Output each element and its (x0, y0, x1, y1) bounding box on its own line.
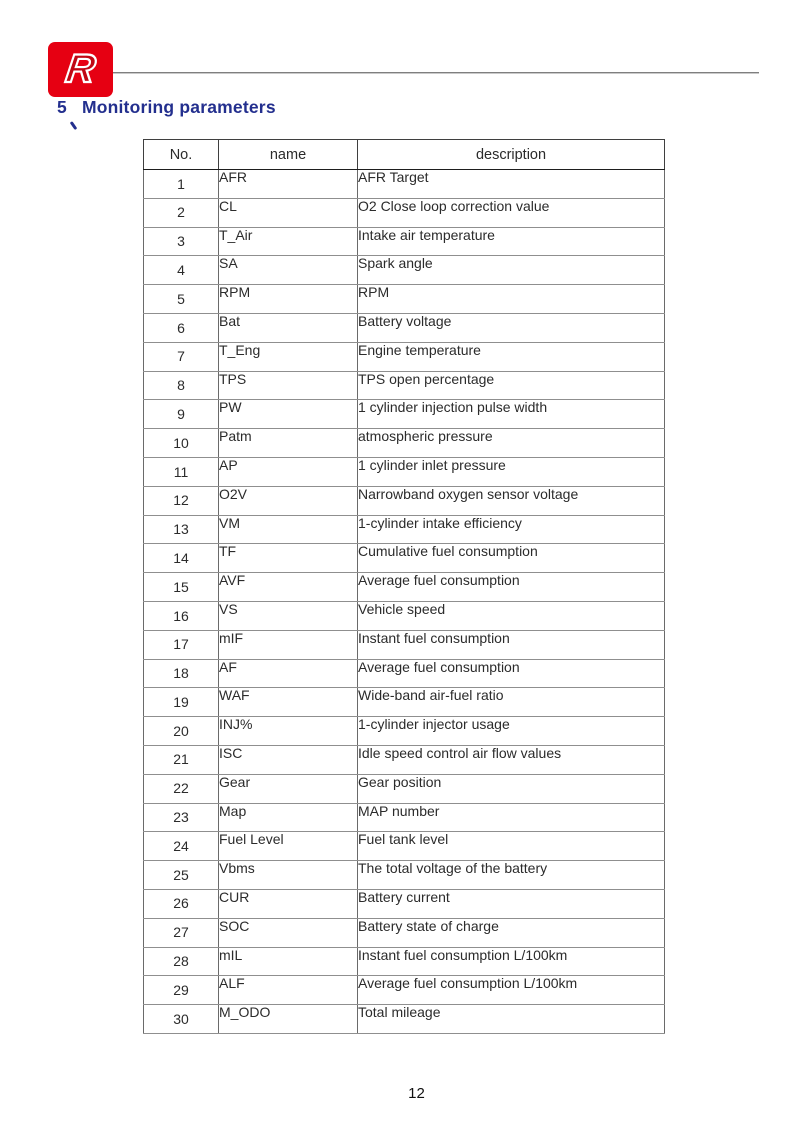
row-number-cell: 11 (144, 457, 219, 486)
table-row (144, 573, 665, 602)
row-number-cell: 18 (144, 659, 219, 688)
param-description-cell: AFR Target (358, 170, 665, 199)
table-row (144, 285, 665, 314)
table-row (144, 313, 665, 342)
param-description-cell: Average fuel consumption L/100km (358, 976, 665, 1005)
table-row (144, 774, 665, 803)
table-row (144, 170, 665, 199)
row-number-cell: 15 (144, 573, 219, 602)
param-name-cell: mIL (219, 947, 358, 976)
param-name-cell: ALF (219, 976, 358, 1005)
row-number-cell: 29 (144, 976, 219, 1005)
param-description-cell: Idle speed control air flow values (358, 745, 665, 774)
param-name-cell: O2V (219, 486, 358, 515)
table-row (144, 457, 665, 486)
param-description-cell: Vehicle speed (358, 601, 665, 630)
param-name-cell: AVF (219, 573, 358, 602)
row-number-cell: 12 (144, 486, 219, 515)
param-name-cell: SA (219, 256, 358, 285)
param-name-cell: AP (219, 457, 358, 486)
table-row (144, 688, 665, 717)
row-number-cell: 30 (144, 1005, 219, 1034)
row-number-cell: 4 (144, 256, 219, 285)
table-row (144, 803, 665, 832)
row-number-cell: 28 (144, 947, 219, 976)
table-row (144, 371, 665, 400)
param-description-cell: MAP number (358, 803, 665, 832)
param-name-cell: T_Air (219, 227, 358, 256)
table-row (144, 342, 665, 371)
param-name-cell: CUR (219, 889, 358, 918)
table-header-row (144, 140, 665, 170)
table-row (144, 227, 665, 256)
column-header-description: description (358, 140, 665, 170)
row-number-cell: 1 (144, 170, 219, 199)
table-row (144, 544, 665, 573)
param-name-cell: TF (219, 544, 358, 573)
section-heading-title: Monitoring parameters (81, 97, 276, 117)
brand-logo (48, 42, 113, 97)
table-row (144, 918, 665, 947)
param-description-cell: Instant fuel consumption L/100km (358, 947, 665, 976)
table-row (144, 717, 665, 746)
row-number-cell: 3 (144, 227, 219, 256)
row-number-cell: 27 (144, 918, 219, 947)
param-description-cell: Gear position (358, 774, 665, 803)
brand-logo-letter-icon: R (63, 46, 99, 91)
param-description-cell: Battery current (358, 889, 665, 918)
param-description-cell: O2 Close loop correction value (358, 198, 665, 227)
row-number-cell: 25 (144, 861, 219, 890)
param-description-cell: The total voltage of the battery (358, 861, 665, 890)
table-row (144, 947, 665, 976)
row-number-cell: 19 (144, 688, 219, 717)
row-number-cell: 10 (144, 429, 219, 458)
table-body (144, 170, 665, 1034)
table-row (144, 861, 665, 890)
param-description-cell: Cumulative fuel consumption (358, 544, 665, 573)
param-name-cell: Patm (219, 429, 358, 458)
row-number-cell: 2 (144, 198, 219, 227)
param-description-cell: Average fuel consumption (358, 659, 665, 688)
row-number-cell: 13 (144, 515, 219, 544)
param-description-cell: Intake air temperature (358, 227, 665, 256)
param-name-cell: INJ% (219, 717, 358, 746)
param-name-cell: CL (219, 198, 358, 227)
table-row (144, 630, 665, 659)
row-number-cell: 5 (144, 285, 219, 314)
table-row (144, 486, 665, 515)
param-description-cell: Fuel tank level (358, 832, 665, 861)
section-heading (57, 97, 276, 118)
row-number-cell: 7 (144, 342, 219, 371)
param-description-cell: Battery state of charge (358, 918, 665, 947)
row-number-cell: 26 (144, 889, 219, 918)
param-name-cell: VM (219, 515, 358, 544)
table-row (144, 198, 665, 227)
header-divider-line (111, 72, 759, 74)
param-description-cell: Engine temperature (358, 342, 665, 371)
row-number-cell: 6 (144, 313, 219, 342)
param-name-cell: T_Eng (219, 342, 358, 371)
param-name-cell: ISC (219, 745, 358, 774)
param-name-cell: RPM (219, 285, 358, 314)
param-name-cell: WAF (219, 688, 358, 717)
column-header-name: name (219, 140, 358, 170)
param-name-cell: AF (219, 659, 358, 688)
parameters-table (143, 139, 665, 1034)
param-description-cell: 1 cylinder injection pulse width (358, 400, 665, 429)
param-description-cell: 1-cylinder intake efficiency (358, 515, 665, 544)
row-number-cell: 14 (144, 544, 219, 573)
row-number-cell: 22 (144, 774, 219, 803)
row-number-cell: 9 (144, 400, 219, 429)
section-heading-number: 5 (57, 97, 67, 117)
param-name-cell: Map (219, 803, 358, 832)
row-number-cell: 23 (144, 803, 219, 832)
param-description-cell: atmospheric pressure (358, 429, 665, 458)
param-name-cell: TPS (219, 371, 358, 400)
param-description-cell: 1-cylinder injector usage (358, 717, 665, 746)
table-row (144, 400, 665, 429)
row-number-cell: 8 (144, 371, 219, 400)
param-description-cell: Average fuel consumption (358, 573, 665, 602)
table-row (144, 1005, 665, 1034)
param-name-cell: mIF (219, 630, 358, 659)
param-name-cell: Vbms (219, 861, 358, 890)
param-name-cell: VS (219, 601, 358, 630)
table-row (144, 976, 665, 1005)
param-description-cell: Instant fuel consumption (358, 630, 665, 659)
row-number-cell: 17 (144, 630, 219, 659)
table-row (144, 601, 665, 630)
param-name-cell: M_ODO (219, 1005, 358, 1034)
table-row (144, 429, 665, 458)
param-name-cell: SOC (219, 918, 358, 947)
param-name-cell: Gear (219, 774, 358, 803)
param-description-cell: Spark angle (358, 256, 665, 285)
param-description-cell: Wide-band air-fuel ratio (358, 688, 665, 717)
param-description-cell: TPS open percentage (358, 371, 665, 400)
param-name-cell: Bat (219, 313, 358, 342)
page-number: 12 (408, 1085, 425, 1102)
row-number-cell: 20 (144, 717, 219, 746)
param-description-cell: Narrowband oxygen sensor voltage (358, 486, 665, 515)
row-number-cell: 21 (144, 745, 219, 774)
param-name-cell: Fuel Level (219, 832, 358, 861)
column-header-no: No. (144, 140, 219, 170)
table-row (144, 889, 665, 918)
table-row (144, 256, 665, 285)
table-row (144, 659, 665, 688)
param-description-cell: 1 cylinder inlet pressure (358, 457, 665, 486)
param-name-cell: PW (219, 400, 358, 429)
param-description-cell: Total mileage (358, 1005, 665, 1034)
param-description-cell: RPM (358, 285, 665, 314)
param-name-cell: AFR (219, 170, 358, 199)
row-number-cell: 24 (144, 832, 219, 861)
row-number-cell: 16 (144, 601, 219, 630)
param-description-cell: Battery voltage (358, 313, 665, 342)
table-row (144, 515, 665, 544)
table-row (144, 832, 665, 861)
table-row (144, 745, 665, 774)
